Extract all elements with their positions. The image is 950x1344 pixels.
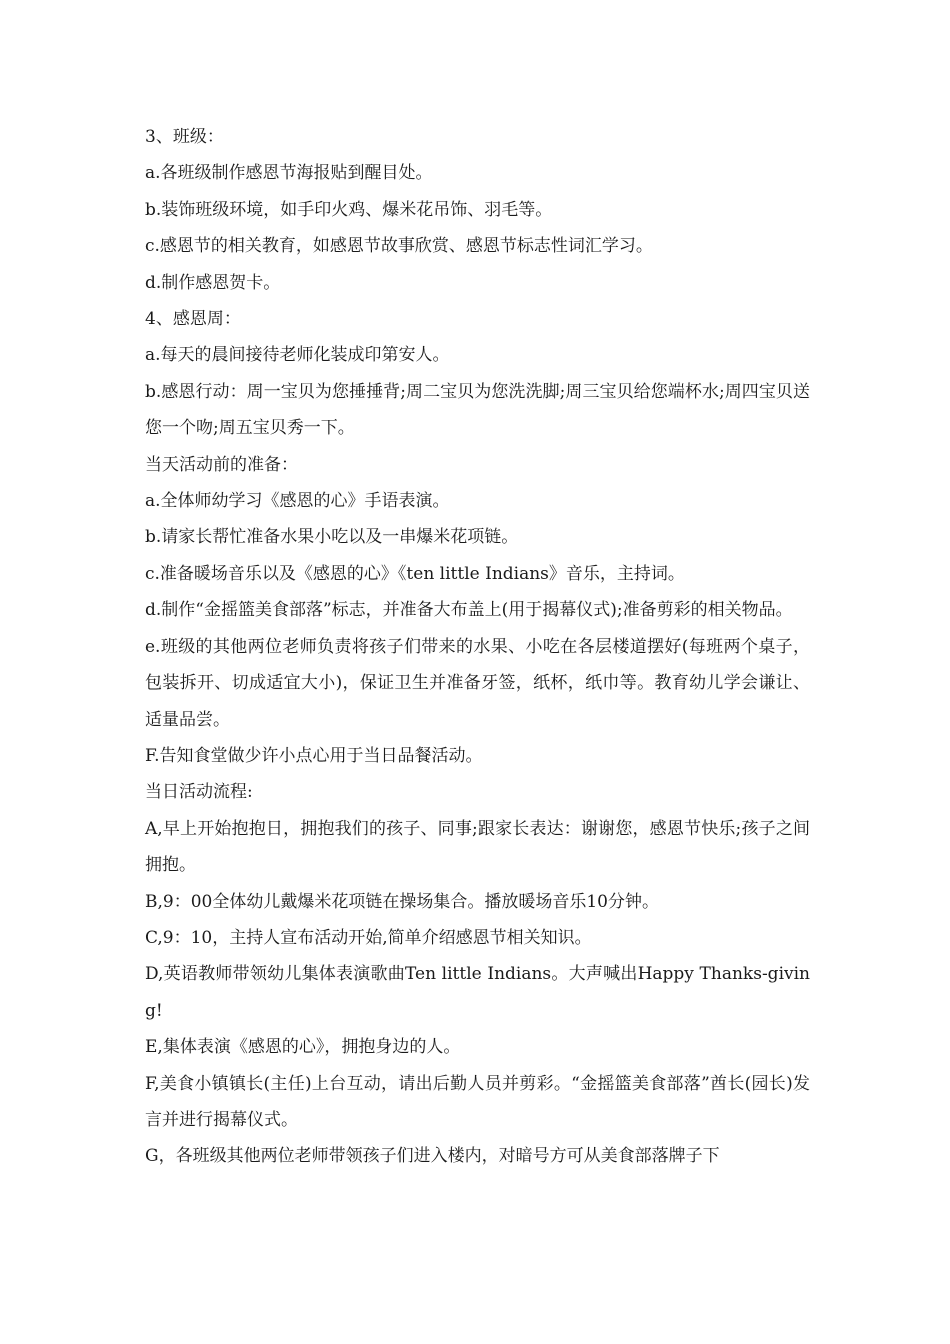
- list-item: a.各班级制作感恩节海报贴到醒目处。: [145, 163, 433, 184]
- list-item: G，各班级其他两位老师带领孩子们进入楼内，对暗号方可从美食部落牌子下: [145, 1146, 720, 1167]
- list-item: D,英语教师带领幼儿集体表演歌曲Ten little Indians。大声喊出Happy Thanks-giving!: [145, 964, 810, 1021]
- list-item: d.制作感恩贺卡。: [145, 272, 281, 293]
- list-item: A,早上开始抱抱日，拥抱我们的孩子、同事;跟家长表达：谢谢您，感恩节快乐;孩子之间拥抱。: [145, 818, 810, 876]
- section-heading-schedule: 当日活动流程:: [145, 782, 253, 803]
- section-heading-class: 3、班级：: [145, 127, 224, 147]
- list-item: b.请家长帮忙准备水果小吃以及一串爆米花项链。: [145, 527, 519, 548]
- list-item: B,9：00全体幼儿戴爆米花项链在操场集合。播放暖场音乐10分钟。: [145, 891, 659, 912]
- list-item: C,9：10，主持人宣布活动开始,简单介绍感恩节相关知识。: [145, 927, 592, 948]
- section-heading-thanks-week: 4、感恩周：: [145, 309, 241, 330]
- document-body: [145, 119, 810, 1175]
- list-item: a.每天的晨间接待老师化装成印第安人。: [145, 345, 450, 366]
- list-item: F.告知食堂做少许小点心用于当日品餐活动。: [145, 745, 483, 766]
- list-item: c.准备暖场音乐以及《感恩的心》《ten little Indians》音乐，主持词。: [145, 563, 685, 584]
- list-item: c.感恩节的相关教育，如感恩节故事欣赏、感恩节标志性词汇学习。: [145, 236, 653, 257]
- list-item: F,美食小镇镇长(主任)上台互动，请出后勤人员并剪彩。“金摇篮美食部落”酋长(园长)发言并进行揭幕仪式。: [145, 1073, 810, 1130]
- list-item: E,集体表演《感恩的心》，拥抱身边的人。: [145, 1037, 461, 1058]
- list-item: b.感恩行动：周一宝贝为您捶捶背;周二宝贝为您洗洗脚;周三宝贝给您端杯水;周四宝贝送您一个吻;周五宝贝秀一下。: [145, 381, 810, 439]
- list-item: a.全体师幼学习《感恩的心》手语表演。: [145, 491, 450, 512]
- list-item: e.班级的其他两位老师负责将孩子们带来的水果、小吃在各层楼道摆好(每班两个桌子，包装拆开、切成适宜大小)，保证卫生并准备牙签，纸杯，纸巾等。教育幼儿学会谦让、适量品尝。: [145, 636, 810, 730]
- list-item: b.装饰班级环境，如手印火鸡、爆米花吊饰、羽毛等。: [145, 199, 553, 220]
- section-heading-preparation: 当天活动前的准备：: [145, 454, 298, 475]
- list-item: d.制作“金摇篮美食部落”标志，并准备大布盖上(用于揭幕仪式);准备剪彩的相关物品。: [145, 600, 793, 621]
